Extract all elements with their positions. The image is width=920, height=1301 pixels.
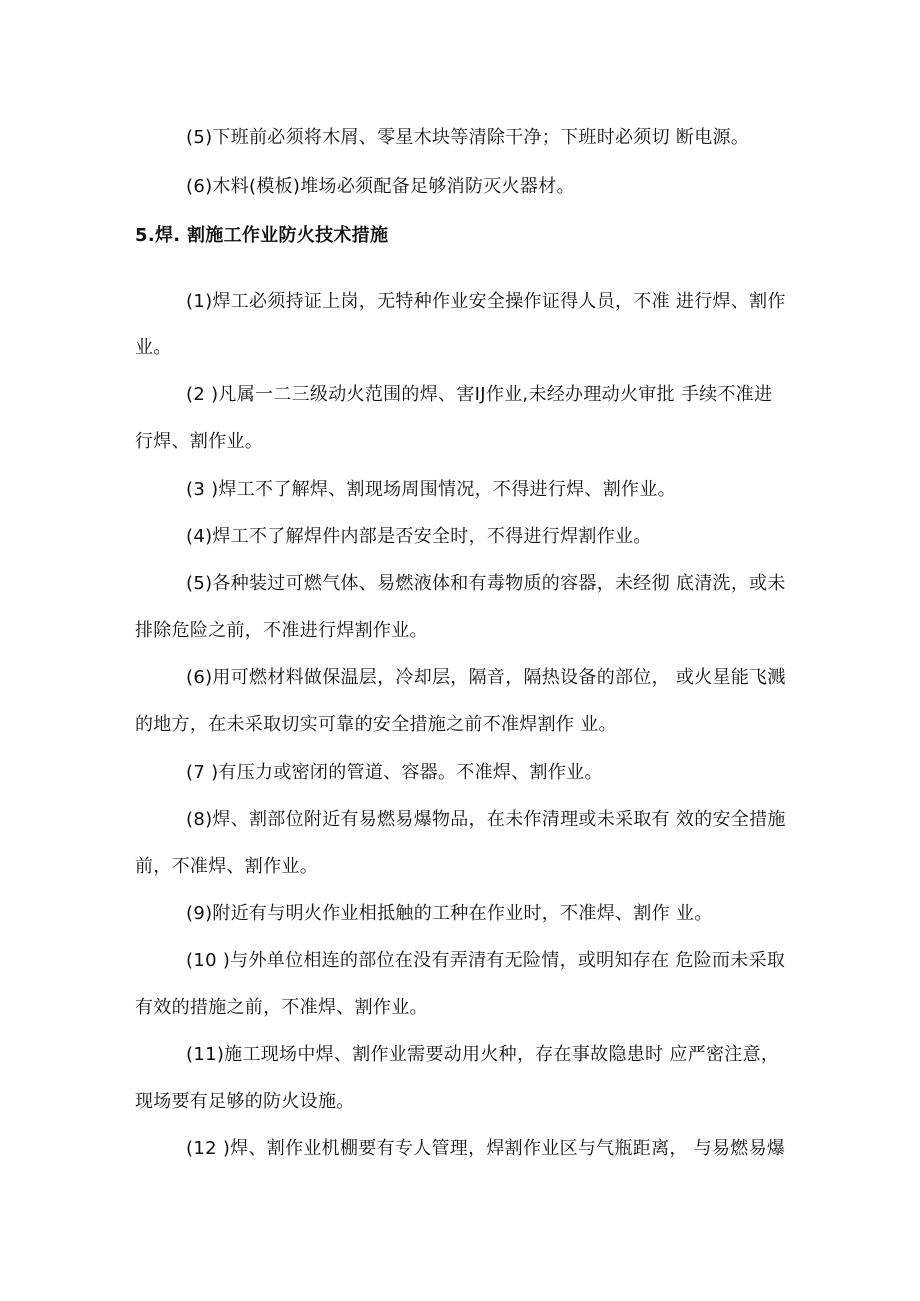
paragraph-line: (5)下班前必须将木屑、零星木块等清除干净；下班时必须切 断电源。 bbox=[186, 127, 750, 148]
paragraph-line: 的地方，在未采取切实可靠的安全措施之前不准焊割作 业。 bbox=[135, 714, 617, 735]
paragraph-line: (6)用可燃材料做保温层，冷却层，隔音，隔热设备的部位， 或火星能飞溅 bbox=[186, 667, 786, 688]
paragraph-line: 前，不准焊、割作业。 bbox=[135, 856, 318, 877]
paragraph-line: (12 )焊、割作业机棚要有专人管理，焊割作业区与气瓶距离， 与易燃易爆 bbox=[186, 1138, 786, 1159]
paragraph-line: (8)焊、割部位附近有易燃易爆物品，在未作清理或未采取有 效的安全措施 bbox=[186, 809, 786, 830]
paragraph-line: 行焊、割作业。 bbox=[135, 431, 264, 452]
section-heading: 5.焊. 割施工作业防火技术措施 bbox=[135, 225, 389, 246]
paragraph-line: 排除危险之前，不准进行焊割作业。 bbox=[135, 620, 428, 641]
paragraph-line: (10 )与外单位相连的部位在没有弄清有无险情，或明知存在 危险而未采取 bbox=[186, 950, 786, 971]
paragraph-line: (4)焊工不了解焊件内部是否安全时，不得进行焊割作业。 bbox=[186, 526, 652, 547]
paragraph-line: (11)施工现场中焊、割作业需要动用火种，存在事故隐患时 应严密注意， bbox=[186, 1044, 780, 1065]
paragraph-line: (5)各种装过可燃气体、易燃液体和有毒物质的容器，未经彻 底清洗，或未 bbox=[186, 573, 786, 594]
paragraph-line: (3 )焊工不了解焊、割现场周围情况，不得进行焊、割作业。 bbox=[186, 479, 676, 500]
paragraph-line: 业。 bbox=[135, 337, 172, 358]
paragraph-line: (6)木料(模板)堆场必须配备足够消防灭火器材。 bbox=[186, 176, 575, 197]
paragraph-line: 有效的措施之前，不准焊、割作业。 bbox=[135, 997, 428, 1018]
paragraph-line: 现场要有足够的防火设施。 bbox=[135, 1091, 355, 1112]
paragraph-line: (1)焊工必须持证上岗，无特种作业安全操作证得人员，不准 进行焊、割作 bbox=[186, 291, 786, 312]
paragraph-line: (7 )有压力或密闭的管道、容器。不准焊、割作业。 bbox=[186, 762, 603, 783]
paragraph-line: (9)附近有与明火作业相抵触的工种在作业时，不准焊、割作 业。 bbox=[186, 903, 713, 924]
paragraph-line: (2 )凡属一二三级动火范围的焊、害IJ作业,未经办理动火审批 手续不准进 bbox=[186, 384, 773, 405]
